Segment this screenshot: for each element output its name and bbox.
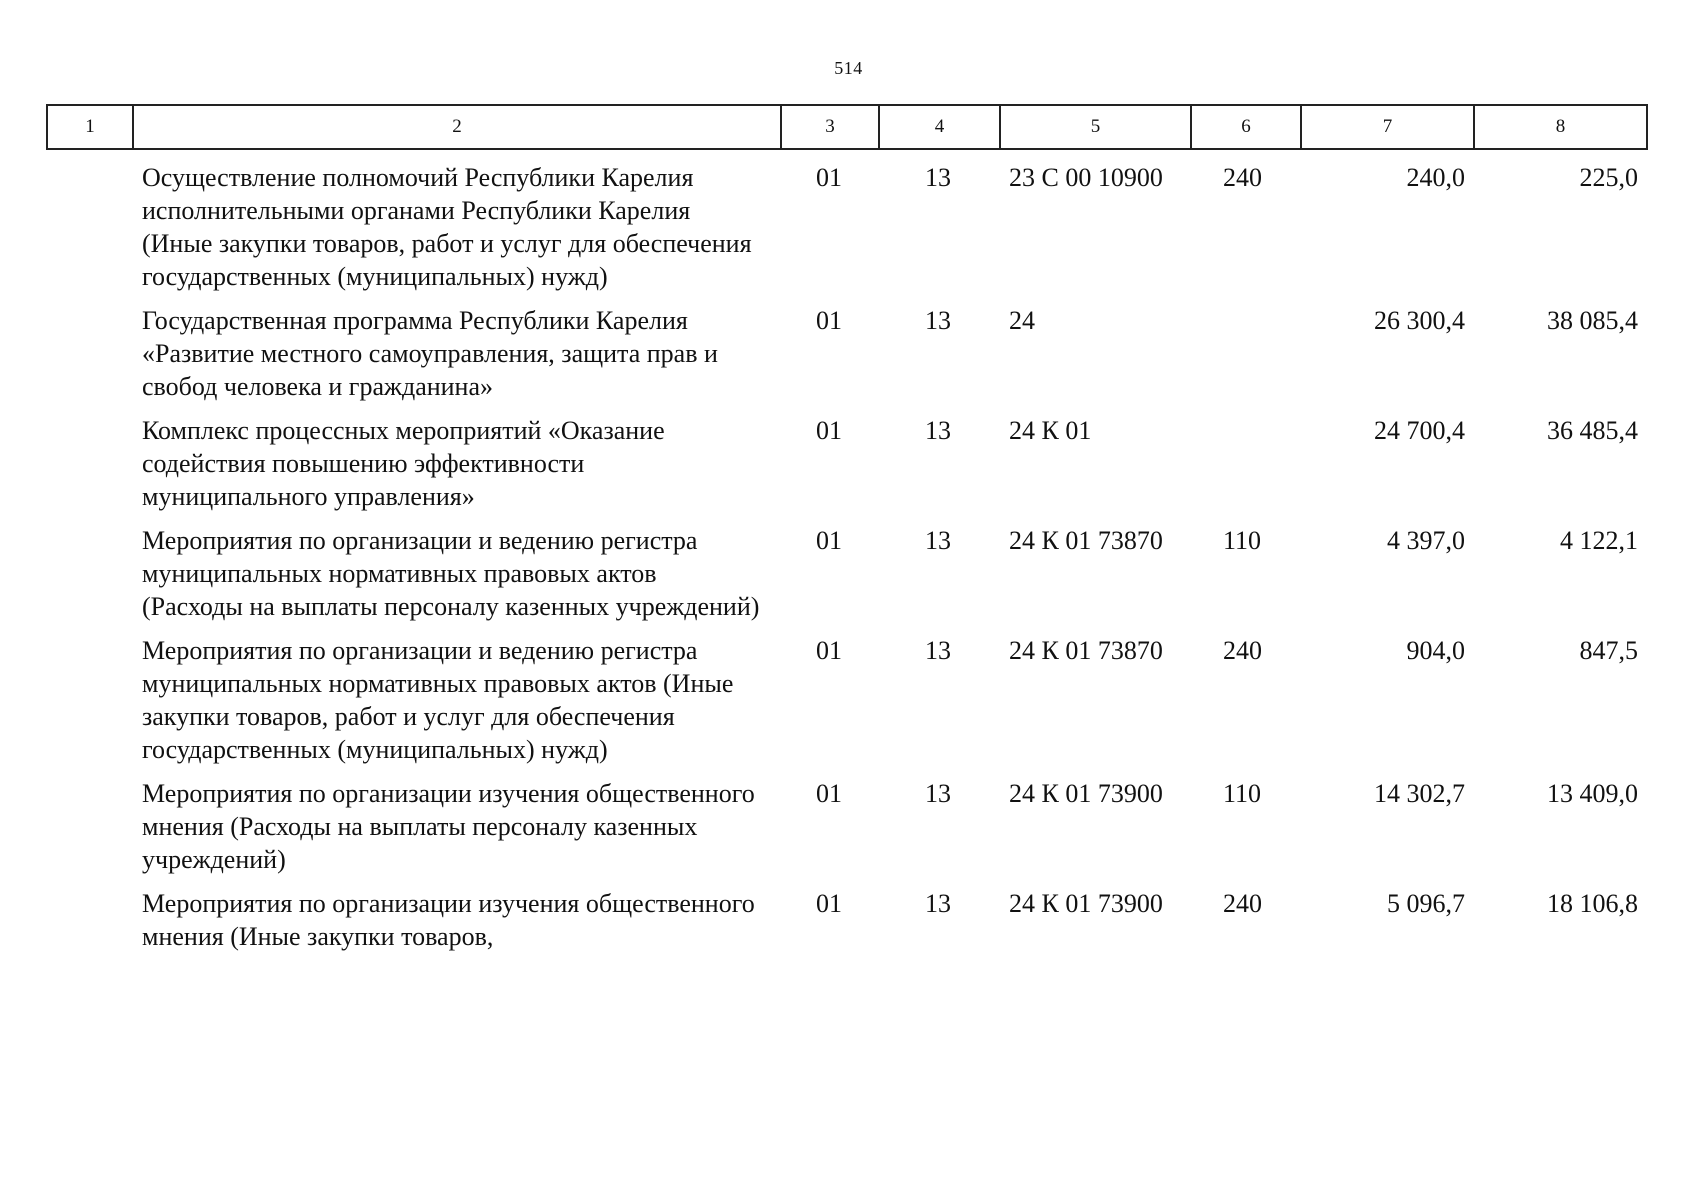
cell-expense-type: 240 — [1223, 889, 1262, 918]
cell-amount-8: 13 409,0 — [1547, 779, 1638, 808]
cell-expense-type — [1191, 293, 1301, 403]
cell-amount-7: 904,0 — [1406, 636, 1465, 665]
cell-amount-7: 24 700,4 — [1374, 416, 1465, 445]
cell-amount-8: 36 485,4 — [1547, 416, 1638, 445]
header-col-4: 4 — [879, 105, 1000, 149]
cell-expense-type: 110 — [1223, 526, 1262, 555]
table-row — [47, 149, 1647, 293]
cell-target: 24 К 01 — [1009, 416, 1092, 445]
cell-amount-8: 18 106,8 — [1547, 889, 1638, 918]
cell-section: 01 — [816, 306, 842, 335]
cell-col1 — [47, 766, 133, 876]
table-row — [47, 623, 1647, 766]
header-col-5: 5 — [1000, 105, 1191, 149]
cell-name: Мероприятия по организации изучения общественного мнения (Иные закупки товаров, — [142, 889, 755, 951]
cell-target: 24 — [1009, 306, 1035, 335]
cell-col1 — [47, 403, 133, 513]
cell-name: Мероприятия по организации и ведению регистра муниципальных нормативных правовых актов (Расходы на выплаты персоналу казенных учреждений) — [142, 526, 760, 621]
cell-subsection: 13 — [925, 779, 951, 808]
cell-subsection: 13 — [925, 163, 951, 192]
table-row — [47, 876, 1647, 953]
cell-section: 01 — [816, 636, 842, 665]
table-row — [47, 293, 1647, 403]
cell-amount-8: 38 085,4 — [1547, 306, 1638, 335]
cell-section: 01 — [816, 889, 842, 918]
cell-subsection: 13 — [925, 526, 951, 555]
cell-amount-7: 14 302,7 — [1374, 779, 1465, 808]
table-row — [47, 766, 1647, 876]
cell-target: 24 К 01 73870 — [1009, 526, 1163, 555]
cell-col1 — [47, 513, 133, 623]
cell-amount-7: 26 300,4 — [1374, 306, 1465, 335]
cell-subsection: 13 — [925, 306, 951, 335]
page-number: 514 — [834, 58, 863, 78]
cell-target: 24 К 01 73900 — [1009, 779, 1163, 808]
cell-amount-8: 225,0 — [1579, 163, 1638, 192]
header-col-8: 8 — [1474, 105, 1647, 149]
cell-expense-type: 240 — [1223, 636, 1262, 665]
cell-col1 — [47, 876, 133, 953]
cell-name: Осуществление полномочий Республики Карелия исполнительными органами Республики Карелия (Иные закупки товаров, работ и услуг для обеспечения государственных (муниципальных) нужд) — [142, 163, 752, 291]
table-row — [47, 513, 1647, 623]
cell-section: 01 — [816, 163, 842, 192]
header-col-1: 1 — [47, 105, 133, 149]
cell-expense-type: 240 — [1223, 163, 1262, 192]
cell-name: Государственная программа Республики Карелия «Развитие местного самоуправления, защита прав и свобод человека и гражданина» — [142, 306, 718, 401]
cell-amount-8: 847,5 — [1579, 636, 1638, 665]
table-row — [47, 403, 1647, 513]
cell-section: 01 — [816, 526, 842, 555]
cell-section: 01 — [816, 779, 842, 808]
cell-subsection: 13 — [925, 889, 951, 918]
cell-target: 24 К 01 73900 — [1009, 889, 1163, 918]
cell-expense-type: 110 — [1223, 779, 1262, 808]
cell-name: Комплекс процессных мероприятий «Оказание содействия повышению эффективности муниципального управления» — [142, 416, 665, 511]
cell-subsection: 13 — [925, 416, 951, 445]
table-header — [47, 105, 1647, 149]
cell-target: 24 К 01 73870 — [1009, 636, 1163, 665]
header-col-7: 7 — [1301, 105, 1474, 149]
cell-expense-type — [1191, 403, 1301, 513]
budget-table — [46, 104, 1648, 953]
cell-target: 23 С 00 10900 — [1009, 163, 1163, 192]
cell-subsection: 13 — [925, 636, 951, 665]
header-col-6: 6 — [1191, 105, 1301, 149]
cell-name: Мероприятия по организации изучения общественного мнения (Расходы на выплаты персоналу казенных учреждений) — [142, 779, 755, 874]
cell-col1 — [47, 293, 133, 403]
cell-name: Мероприятия по организации и ведению регистра муниципальных нормативных правовых актов (Иные закупки товаров, работ и услуг для обеспечения государственных (муниципальных) нужд) — [142, 636, 734, 764]
header-col-3: 3 — [781, 105, 879, 149]
cell-amount-7: 4 397,0 — [1387, 526, 1465, 555]
cell-col1 — [47, 623, 133, 766]
cell-amount-7: 5 096,7 — [1387, 889, 1465, 918]
table-body — [47, 149, 1647, 953]
cell-col1 — [47, 149, 133, 293]
cell-section: 01 — [816, 416, 842, 445]
header-row — [47, 105, 1647, 149]
cell-amount-7: 240,0 — [1406, 163, 1465, 192]
cell-amount-8: 4 122,1 — [1560, 526, 1638, 555]
header-col-2: 2 — [133, 105, 781, 149]
